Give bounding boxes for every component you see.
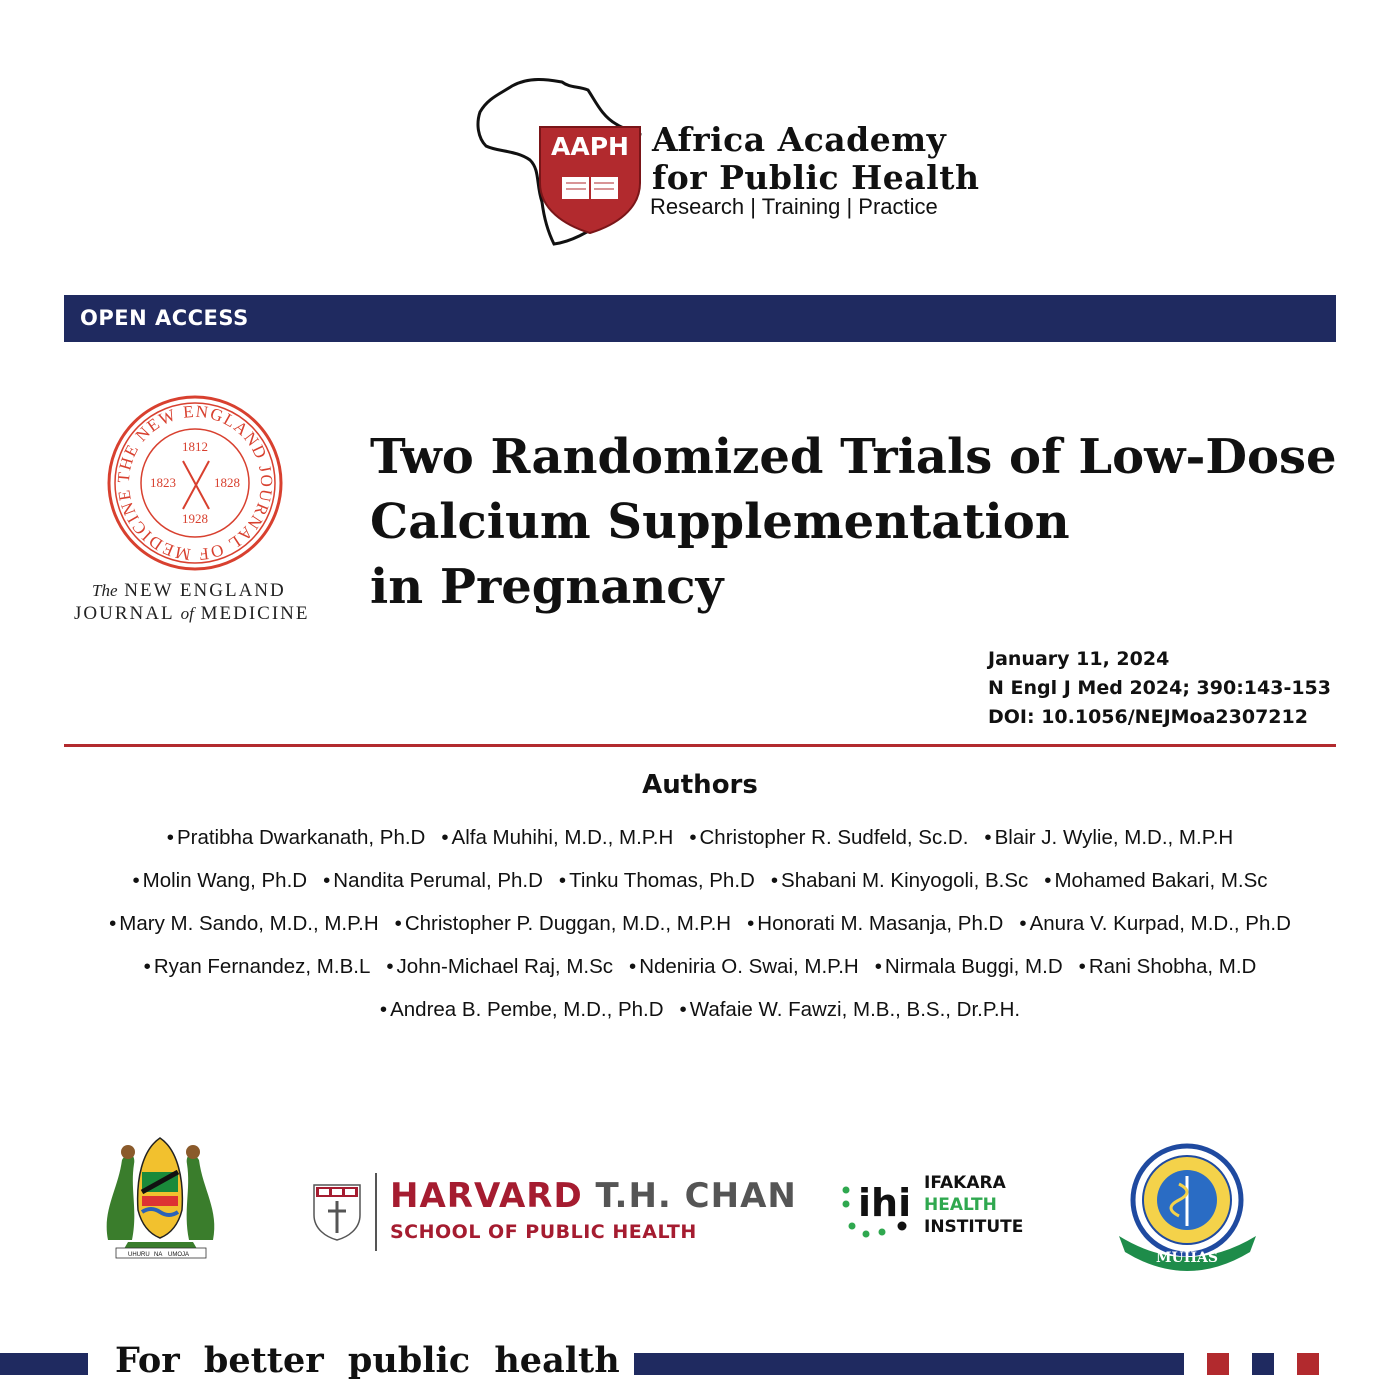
footer-bar-right bbox=[634, 1353, 1184, 1375]
seal-year-1812: 1812 bbox=[182, 439, 208, 454]
seal-year-1928: 1928 bbox=[182, 511, 208, 526]
seal-ring-text: THE NEW ENGLAND JOURNAL OF MEDICINE bbox=[113, 401, 277, 565]
harvard-shield-icon bbox=[312, 1183, 362, 1241]
author-name: • Pratibha Dwarkanath, Ph.D bbox=[167, 826, 426, 850]
ihi-mark-text: ihi bbox=[858, 1181, 912, 1225]
motto-uhuru: UHURU bbox=[128, 1252, 150, 1258]
footer-bar-left bbox=[0, 1353, 88, 1375]
author-row bbox=[40, 988, 1360, 1031]
author-list bbox=[40, 816, 1360, 1031]
logo-divider bbox=[375, 1173, 377, 1251]
harvard-school-name: SCHOOL OF PUBLIC HEALTH bbox=[390, 1221, 697, 1243]
author-name: • Honorati M. Masanja, Ph.D bbox=[747, 912, 1003, 936]
open-access-banner bbox=[64, 295, 1336, 342]
author-row bbox=[40, 859, 1360, 902]
journal-citation: N Engl J Med 2024; 390:143-153 bbox=[988, 677, 1332, 699]
footer-square-red-1 bbox=[1207, 1353, 1229, 1375]
author-name: • Anura V. Kurpad, M.D., Ph.D bbox=[1019, 912, 1291, 936]
muhas-logo bbox=[1115, 1140, 1260, 1275]
open-access-label: OPEN ACCESS bbox=[80, 306, 249, 330]
footer-tagline: For better public health bbox=[115, 1340, 620, 1381]
citation-block bbox=[988, 645, 1331, 732]
authors-heading: Authors bbox=[642, 770, 758, 800]
author-name: • Andrea B. Pembe, M.D., Ph.D bbox=[380, 998, 664, 1022]
author-name: • Wafaie W. Fawzi, M.B., B.S., Dr.P.H. bbox=[680, 998, 1021, 1022]
author-name: • Nandita Perumal, Ph.D bbox=[323, 869, 543, 893]
author-name: • John-Michael Raj, M.Sc bbox=[386, 955, 613, 979]
publication-date: January 11, 2024 bbox=[988, 648, 1170, 670]
seal-year-1823: 1823 bbox=[150, 475, 176, 490]
ihi-logo-icon bbox=[838, 1168, 918, 1248]
seal-year-1828: 1828 bbox=[214, 475, 240, 490]
article-title bbox=[370, 425, 1360, 620]
journal-name-line2: JOURNAL of MEDICINE bbox=[74, 603, 310, 624]
author-name: • Christopher R. Sudfeld, Sc.D. bbox=[689, 826, 968, 850]
footer-square-navy bbox=[1252, 1353, 1274, 1375]
author-row bbox=[40, 945, 1360, 988]
author-row bbox=[40, 816, 1360, 859]
author-name: • Nirmala Buggi, M.D bbox=[875, 955, 1063, 979]
author-name: • Christopher P. Duggan, M.D., M.P.H bbox=[395, 912, 731, 936]
ihi-wordmark: IFAKARA HEALTH INSTITUTE bbox=[924, 1173, 1024, 1237]
title-line-2: Calcium Supplementation bbox=[370, 494, 1070, 550]
author-name: • Ryan Fernandez, M.B.L bbox=[144, 955, 371, 979]
motto-umoja: UMOJA bbox=[168, 1252, 189, 1258]
author-name: • Blair J. Wylie, M.D., M.P.H bbox=[984, 826, 1233, 850]
journal-name-line1: The NEW ENGLAND bbox=[92, 580, 286, 601]
org-name-line1: Africa Academy bbox=[652, 120, 947, 159]
motto-na: NA bbox=[154, 1252, 163, 1258]
footer-square-red-2 bbox=[1297, 1353, 1319, 1375]
author-row bbox=[40, 902, 1360, 945]
author-name: • Molin Wang, Ph.D bbox=[132, 869, 307, 893]
muhas-banner-text: MUHAS bbox=[1156, 1250, 1218, 1266]
org-name-line2: for Public Health bbox=[652, 158, 980, 197]
author-name: • Shabani M. Kinyogoli, B.Sc bbox=[771, 869, 1028, 893]
tanzania-coat-of-arms bbox=[98, 1130, 223, 1265]
author-name: • Mary M. Sando, M.D., M.P.H bbox=[109, 912, 379, 936]
author-name: • Rani Shobha, M.D bbox=[1079, 955, 1257, 979]
org-tagline: Research | Training | Practice bbox=[650, 194, 938, 219]
author-name: • Ndeniria O. Swai, M.P.H bbox=[629, 955, 859, 979]
aaph-abbrev: AAPH bbox=[551, 132, 629, 161]
title-line-3: in Pregnancy bbox=[370, 559, 724, 615]
title-line-1: Two Randomized Trials of Low-Dose bbox=[370, 429, 1337, 485]
harvard-wordmark: HARVARD T.H. CHAN bbox=[390, 1176, 797, 1216]
author-name: • Alfa Muhihi, M.D., M.P.H bbox=[441, 826, 673, 850]
doi[interactable]: DOI: 10.1056/NEJMoa2307212 bbox=[988, 706, 1308, 728]
author-name: • Tinku Thomas, Ph.D bbox=[559, 869, 755, 893]
author-name: • Mohamed Bakari, M.Sc bbox=[1044, 869, 1267, 893]
nejm-seal-icon bbox=[105, 393, 285, 573]
divider bbox=[64, 744, 1336, 747]
